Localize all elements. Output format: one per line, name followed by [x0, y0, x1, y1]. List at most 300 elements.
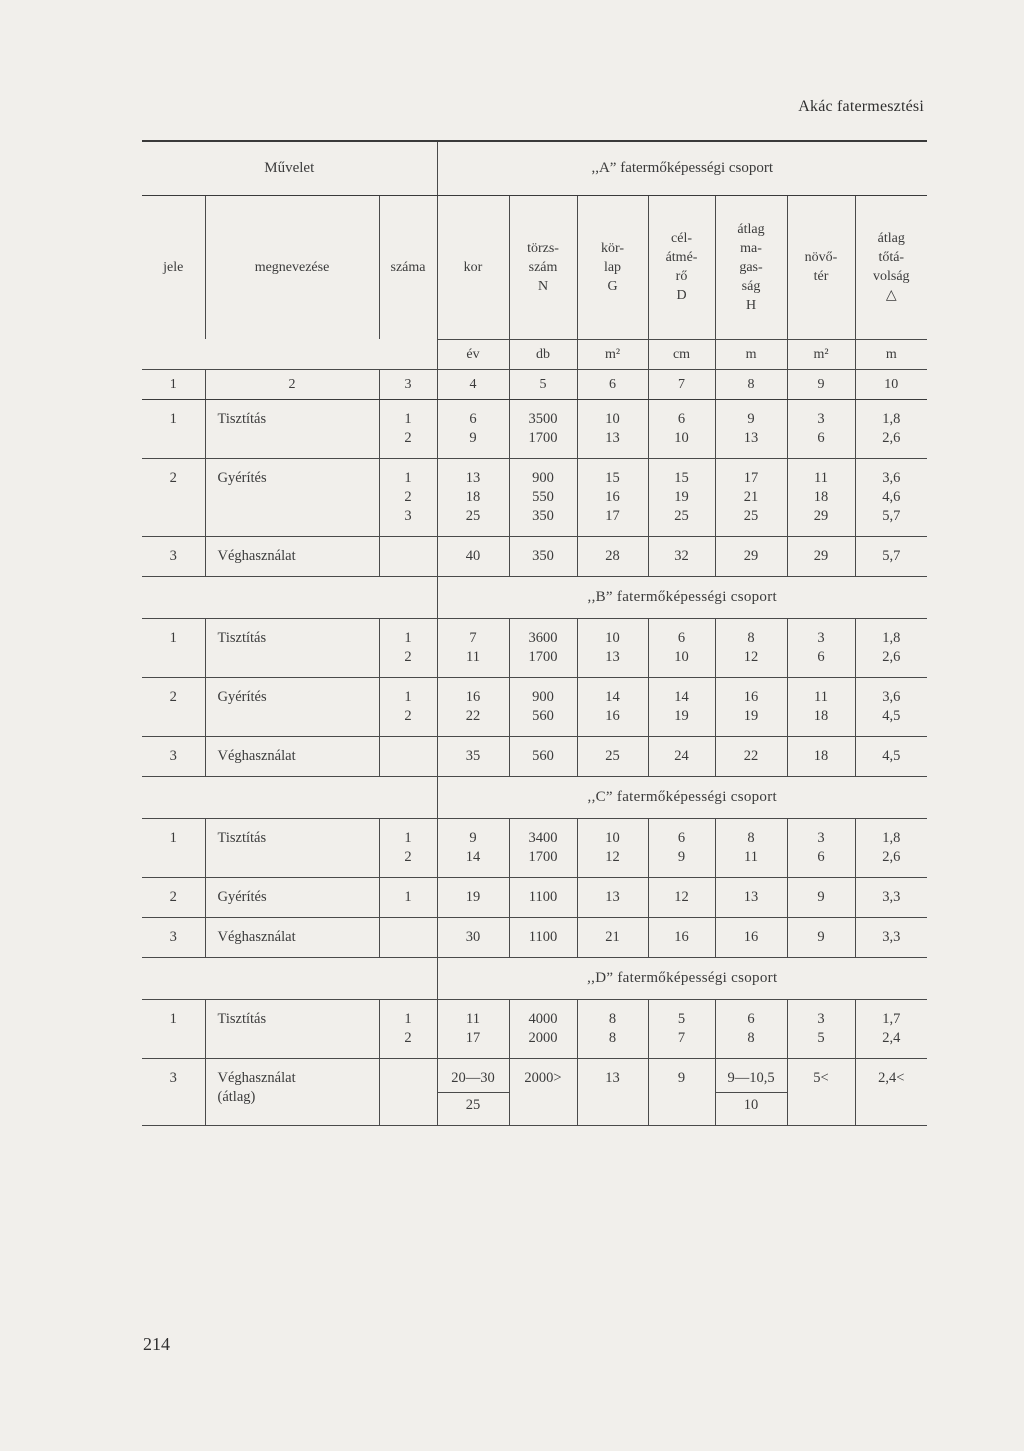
table-body [142, 399, 927, 1125]
cell-value: 15 [674, 469, 689, 486]
header-megnevezese: megnevezése [205, 195, 379, 339]
cell-novoter [787, 818, 855, 877]
cell-value: 3 [817, 410, 825, 427]
cell-value: 18 [465, 488, 481, 505]
cell-szama [379, 917, 437, 957]
cell-magassag [715, 917, 787, 957]
cell-value: 13 [605, 648, 620, 665]
cell-value: 6 [817, 848, 825, 865]
table-row [142, 999, 927, 1058]
cell-value: 9—10,5 [727, 1069, 775, 1086]
cell-totavolsag [855, 736, 927, 776]
cell-korlap [577, 1058, 648, 1125]
cell-torzsszam [509, 877, 577, 917]
operation-name: Véghasználat [217, 547, 296, 564]
cell-jele: 1 [142, 399, 205, 458]
col-number: 3 [379, 369, 437, 399]
operation-name: Véghasználat [217, 1069, 296, 1086]
group-title-row [142, 776, 927, 818]
table-row [142, 399, 927, 458]
table-row [142, 917, 927, 957]
cell-value: 21 [605, 928, 620, 945]
cell-celatmero [648, 677, 715, 736]
cell-value: 1700 [528, 848, 558, 865]
cell-value: 5 [817, 1029, 825, 1046]
cell-value: 19 [674, 488, 689, 505]
cell-value: 3 [817, 629, 825, 646]
cell-torzsszam [509, 677, 577, 736]
header-novoter [787, 195, 855, 339]
cell-value: 1100 [528, 888, 558, 905]
header-line: tér [813, 269, 829, 284]
cell-value: 13 [743, 429, 759, 446]
cell-value: 22 [465, 707, 481, 724]
cell-value: 3,3 [882, 888, 901, 905]
header-celatmero [648, 195, 715, 339]
cell-kor [437, 818, 509, 877]
cell-value: 29 [813, 507, 829, 524]
cell-magassag [715, 458, 787, 536]
cell-szama [379, 677, 437, 736]
cell-value: 8 [608, 1010, 617, 1027]
cell-value: 350 [532, 507, 554, 524]
cell-celatmero [648, 458, 715, 536]
unit-kor: év [437, 339, 509, 369]
cell-korlap [577, 618, 648, 677]
cell-novoter [787, 536, 855, 576]
cell-celatmero [648, 399, 715, 458]
cell-jele: 3 [142, 536, 205, 576]
cell-value: 24 [674, 747, 689, 764]
cell-value: 13 [743, 888, 759, 905]
cell-value: 29 [743, 547, 759, 564]
cell-value: 9 [817, 928, 825, 945]
cell-value: 2 [404, 648, 412, 665]
cell-value: 1,8 [882, 829, 901, 846]
group-title: ,,C” fatermőképességi csoport [437, 776, 927, 818]
cell-szama [379, 736, 437, 776]
table-row [142, 1058, 927, 1125]
cell-value: 32 [674, 547, 689, 564]
cell-value: 9 [747, 410, 755, 427]
cell-kor [437, 877, 509, 917]
cell-totavolsag [855, 999, 927, 1058]
cell-magassag [715, 877, 787, 917]
cell-value: 2,6 [882, 848, 901, 865]
cell-megnevezes [205, 618, 379, 677]
cell-megnevezes [205, 1058, 379, 1125]
cell-jele: 2 [142, 458, 205, 536]
cell-value: 3 [817, 1010, 825, 1027]
cell-korlap [577, 877, 648, 917]
cell-kor [437, 677, 509, 736]
cell-celatmero [648, 917, 715, 957]
cell-value: 14 [465, 848, 481, 865]
cell-value: 3400 [528, 829, 558, 846]
cell-value: 10 [605, 829, 620, 846]
cell-magassag [715, 999, 787, 1058]
cell-korlap [577, 399, 648, 458]
group-title-row [142, 576, 927, 618]
group-title: ,,D” fatermőképességi csoport [437, 957, 927, 999]
header-group-row [142, 141, 927, 195]
cell-value: 3 [817, 829, 825, 846]
col-number: 10 [855, 369, 927, 399]
cell-value: 1,7 [882, 1010, 901, 1027]
cell-magassag [715, 399, 787, 458]
header-line: átmé- [665, 250, 698, 265]
cell-torzsszam [509, 1058, 577, 1125]
cell-value: 18 [813, 707, 829, 724]
cell-value: 1 [404, 469, 412, 486]
cell-novoter [787, 877, 855, 917]
cell-value: 12 [743, 648, 759, 665]
header-line: lap [603, 259, 622, 275]
cell-totavolsag [855, 458, 927, 536]
cell-value: 11 [814, 688, 828, 705]
header-totavolsag [855, 195, 927, 339]
header-line: ma- [740, 240, 762, 256]
cell-value: 8 [608, 1029, 617, 1046]
cell-value: 4,5 [882, 747, 901, 764]
cell-kor [437, 999, 509, 1058]
cell-celatmero [648, 818, 715, 877]
cell-megnevezes [205, 818, 379, 877]
cell-value: 17 [465, 1029, 481, 1046]
cell-celatmero [648, 736, 715, 776]
unit-g: m² [577, 339, 648, 369]
cell-value: 14 [674, 688, 689, 705]
unit-tav: m [855, 339, 927, 369]
cell-value: 3,3 [882, 928, 901, 945]
cell-novoter [787, 999, 855, 1058]
cell-magassag [715, 818, 787, 877]
col-number: 5 [509, 369, 577, 399]
cell-korlap [577, 536, 648, 576]
header-line: gas- [739, 259, 763, 275]
cell-value: 1700 [528, 648, 558, 665]
cell-value: 5,7 [882, 547, 901, 564]
cell-value: 2000 [528, 1029, 558, 1046]
operation-name: Tisztítás [217, 629, 267, 646]
cell-value: 29 [813, 547, 829, 564]
cell-value: 8 [747, 1029, 755, 1046]
cell-value: 2 [404, 488, 412, 505]
operation-name: Gyérítés [217, 688, 267, 705]
cell-value: 1 [404, 1010, 412, 1027]
cell-value: 9 [817, 888, 825, 905]
cell-value: 10 [605, 629, 620, 646]
cell-totavolsag [855, 917, 927, 957]
cell-value: 10 [674, 648, 689, 665]
cell-kor [437, 917, 509, 957]
cell-value: 6 [677, 829, 686, 846]
header-line: G [607, 278, 618, 294]
cell-megnevezes [205, 917, 379, 957]
cell-value: 12 [674, 888, 689, 905]
cell-torzsszam [509, 999, 577, 1058]
header-line: cél- [671, 231, 692, 246]
cell-value: 13 [465, 469, 481, 486]
cell-value: 550 [532, 488, 554, 505]
cell-szama [379, 536, 437, 576]
cell-value: 11 [466, 648, 480, 665]
cell-magassag [715, 1058, 787, 1125]
cell-value: 2,6 [882, 648, 901, 665]
cell-value: 6 [747, 1010, 755, 1027]
table-row [142, 677, 927, 736]
cell-torzsszam [509, 458, 577, 536]
header-line: volság [872, 269, 910, 284]
header-magassag [715, 195, 787, 339]
table-row [142, 458, 927, 536]
cell-kor [437, 618, 509, 677]
cell-kor [437, 458, 509, 536]
operation-name: Tisztítás [217, 829, 267, 846]
cell-value: 6 [677, 410, 686, 427]
cell-totavolsag [855, 677, 927, 736]
cell-megnevezes [205, 877, 379, 917]
col-number: 8 [715, 369, 787, 399]
cell-value: 16 [465, 688, 481, 705]
cell-novoter [787, 1058, 855, 1125]
cell-value: 3,6 [882, 469, 901, 486]
col-number: 6 [577, 369, 648, 399]
cell-value: 3600 [528, 629, 558, 646]
cell-korlap [577, 677, 648, 736]
cell-novoter [787, 736, 855, 776]
cell-magassag [715, 677, 787, 736]
unit-d: cm [648, 339, 715, 369]
operation-name: Gyérítés [217, 469, 267, 486]
cell-megnevezes [205, 458, 379, 536]
cell-value: 1,8 [882, 629, 901, 646]
cell-value: 13 [605, 888, 620, 905]
cell-torzsszam [509, 818, 577, 877]
cell-value: 13 [605, 429, 620, 446]
header-line: törzs- [527, 240, 559, 256]
cell-novoter [787, 399, 855, 458]
unit-novoter: m² [787, 339, 855, 369]
cell-value: 25 [743, 507, 759, 524]
col-number: 1 [142, 369, 205, 399]
header-line: ság [741, 278, 761, 294]
header-line: átlag [737, 221, 765, 237]
cell-value: 5< [813, 1069, 829, 1086]
col-number: 2 [205, 369, 379, 399]
header-kor: kor [437, 195, 509, 339]
header-korlap [577, 195, 648, 339]
cell-value: 19 [743, 707, 759, 724]
cell-value: 15 [605, 469, 620, 486]
cell-value: 10 [716, 1092, 787, 1115]
cell-jele: 3 [142, 917, 205, 957]
cell-megnevezes [205, 399, 379, 458]
header-line: kör- [600, 240, 625, 256]
cell-torzsszam [509, 736, 577, 776]
cell-megnevezes [205, 736, 379, 776]
cell-totavolsag [855, 536, 927, 576]
cell-value: 4,5 [882, 707, 901, 724]
cell-value: 19 [674, 707, 689, 724]
akac-thinning-table [142, 140, 927, 1126]
cell-value: 9 [677, 1069, 686, 1086]
cell-jele: 1 [142, 818, 205, 877]
cell-korlap [577, 999, 648, 1058]
header-group-a-title: ,,A” fatermőképességi csoport [437, 141, 927, 195]
cell-value: 5 [677, 1010, 686, 1027]
header-line: tőtá- [878, 250, 905, 265]
cell-value: 17 [743, 469, 759, 486]
cell-value: 900 [532, 469, 554, 486]
cell-totavolsag [855, 1058, 927, 1125]
header-line: △ [885, 288, 897, 303]
cell-kor [437, 536, 509, 576]
cell-value: 8 [747, 829, 755, 846]
cell-value: 9 [677, 848, 686, 865]
header-muvelet: Művelet [142, 141, 437, 195]
cell-kor [437, 399, 509, 458]
table-row [142, 877, 927, 917]
header-line: szám [528, 259, 558, 275]
cell-magassag [715, 736, 787, 776]
cell-value: 28 [605, 547, 620, 564]
header-units-row [142, 339, 927, 369]
cell-value: 2,6 [882, 429, 901, 446]
cell-value: 1700 [528, 429, 558, 446]
cell-value: 13 [605, 1069, 620, 1086]
cell-megnevezes [205, 677, 379, 736]
header-jele: jele [163, 259, 184, 275]
cell-value: 25 [438, 1092, 509, 1115]
header-szama: száma [379, 195, 437, 339]
cell-value: 10 [605, 410, 620, 427]
cell-value: 17 [605, 507, 620, 524]
cell-totavolsag [855, 618, 927, 677]
header-line: átlag [877, 231, 905, 246]
cell-value: 2 [404, 429, 412, 446]
operation-name: Gyérítés [217, 888, 267, 905]
operation-name: Véghasználat [217, 928, 296, 945]
page-number: 214 [143, 1334, 170, 1354]
cell-celatmero [648, 536, 715, 576]
cell-value: 1 [404, 829, 412, 846]
cell-jele: 1 [142, 999, 205, 1058]
table-row [142, 736, 927, 776]
operation-name: Tisztítás [217, 410, 267, 427]
cell-value: 6 [469, 410, 477, 427]
cell-szama [379, 999, 437, 1058]
col-number: 4 [437, 369, 509, 399]
cell-szama [379, 458, 437, 536]
operation-name-note: (átlag) [217, 1088, 256, 1105]
cell-value: 21 [743, 488, 759, 505]
cell-value: 25 [465, 507, 481, 524]
cell-value: 1 [404, 888, 412, 905]
cell-value: 9 [469, 829, 477, 846]
cell-value: 7 [469, 629, 477, 646]
cell-magassag [715, 618, 787, 677]
cell-jele: 2 [142, 877, 205, 917]
cell-value: 2 [404, 707, 412, 724]
cell-korlap [577, 818, 648, 877]
cell-value: 40 [465, 547, 481, 564]
group-title-row [142, 957, 927, 999]
header-torzsszam [509, 195, 577, 339]
col-number: 7 [648, 369, 715, 399]
cell-value: 3 [404, 507, 412, 524]
cell-szama [379, 877, 437, 917]
cell-value: 35 [465, 747, 481, 764]
cell-value: 6 [817, 429, 825, 446]
cell-value: 19 [465, 888, 481, 905]
cell-totavolsag [855, 877, 927, 917]
cell-value: 16 [605, 488, 620, 505]
header-line: H [745, 297, 757, 313]
cell-novoter [787, 458, 855, 536]
cell-value: 11 [744, 848, 758, 865]
table-row [142, 818, 927, 877]
cell-value: 560 [532, 747, 554, 764]
cell-value: 3,6 [882, 688, 901, 705]
cell-value: 8 [747, 629, 755, 646]
cell-kor [437, 736, 509, 776]
cell-torzsszam [509, 536, 577, 576]
cell-celatmero [648, 877, 715, 917]
cell-value: 6 [817, 648, 825, 665]
cell-jele: 3 [142, 1058, 205, 1125]
cell-value: 9 [469, 429, 477, 446]
cell-value: 900 [532, 688, 554, 705]
cell-value: 25 [674, 507, 689, 524]
cell-value: 16 [743, 688, 759, 705]
cell-celatmero [648, 618, 715, 677]
header-line: rő [675, 269, 688, 284]
cell-value: 7 [677, 1029, 686, 1046]
cell-value: 1,8 [882, 410, 901, 427]
cell-value: 1 [404, 688, 412, 705]
cell-value: 10 [674, 429, 689, 446]
cell-novoter [787, 618, 855, 677]
cell-korlap [577, 458, 648, 536]
cell-celatmero [648, 1058, 715, 1125]
cell-totavolsag [855, 399, 927, 458]
cell-value: 2 [404, 1029, 412, 1046]
unit-n: db [509, 339, 577, 369]
cell-korlap [577, 736, 648, 776]
cell-value: 4,6 [882, 488, 901, 505]
cell-jele: 2 [142, 677, 205, 736]
cell-value: 12 [605, 848, 620, 865]
cell-value: 18 [813, 488, 829, 505]
cell-value: 11 [466, 1010, 480, 1027]
cell-value: 30 [465, 928, 481, 945]
cell-jele: 3 [142, 736, 205, 776]
cell-value: 11 [814, 469, 828, 486]
operation-name: Véghasználat [217, 747, 296, 764]
cell-value: 16 [743, 928, 759, 945]
header-line: N [537, 278, 549, 294]
unit-h: m [715, 339, 787, 369]
table-row [142, 536, 927, 576]
cell-torzsszam [509, 399, 577, 458]
cell-value: 25 [605, 747, 620, 764]
cell-value: 3500 [528, 410, 558, 427]
cell-value: 2000> [524, 1069, 562, 1086]
cell-value: 2,4 [882, 1029, 901, 1046]
cell-celatmero [648, 999, 715, 1058]
cell-value: 16 [605, 707, 620, 724]
